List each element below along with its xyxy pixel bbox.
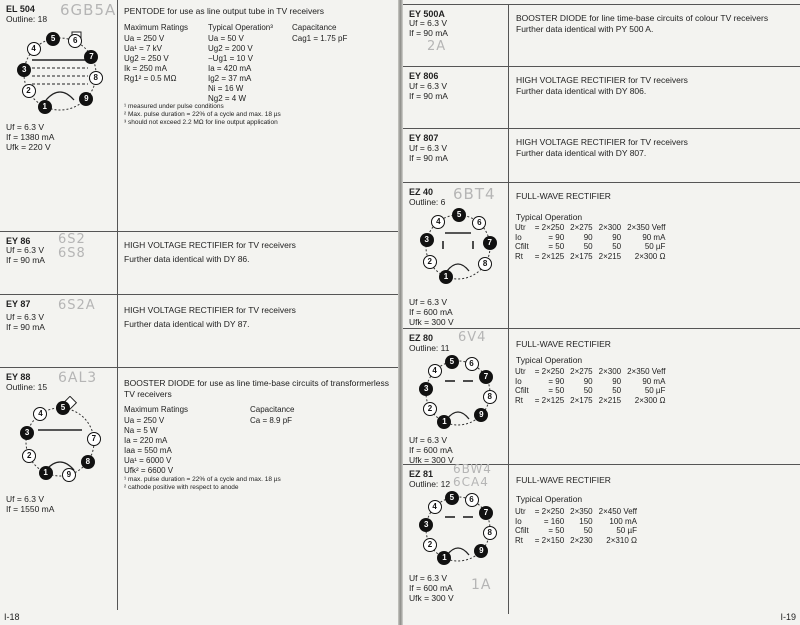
- title: FULL-WAVE RECTIFIER: [516, 475, 611, 485]
- heater-specs: [6, 494, 54, 514]
- tube-name: EL 504: [6, 4, 35, 14]
- table-cell: 50: [583, 386, 593, 395]
- table-cell: Utr: [515, 367, 526, 376]
- tube-name: EY 500A: [409, 9, 445, 19]
- tube-name: EZ 40: [409, 187, 434, 197]
- column-heading: Maximum Ratings: [124, 23, 189, 32]
- heater-specs: [409, 435, 454, 465]
- spec-line: If = 90 mA: [6, 322, 45, 332]
- spec-line: If = 90 mA: [6, 255, 45, 265]
- column-heading: Typical Operation³: [208, 23, 273, 32]
- spec-line: If = 600 mA: [409, 583, 453, 593]
- title: FULL-WAVE RECTIFIER: [516, 191, 611, 201]
- heater-specs: [6, 245, 45, 265]
- title: HIGH VOLTAGE RECTIFIER for TV receivers: [124, 240, 296, 250]
- heater-specs: [409, 573, 454, 603]
- table-cell: 2×300 Ω: [634, 251, 666, 261]
- operation-table: [515, 223, 671, 261]
- divider: [508, 67, 509, 128]
- table-cell: 90 mA: [642, 232, 666, 242]
- spec-line: Uf = 6.3 V: [6, 494, 45, 504]
- pin-8: 8: [483, 526, 497, 540]
- rating-line: Ng2 = 4 W: [208, 94, 247, 103]
- rating-line: Ik = 250 mA: [124, 64, 167, 73]
- table-cell: Utr: [515, 507, 526, 516]
- table-row: [515, 526, 643, 536]
- handwritten-note: 6AL3: [58, 370, 98, 386]
- table-cell: 2×175: [570, 395, 593, 405]
- rating-line: Ua = 250 V: [124, 416, 165, 425]
- pin-7: 7: [87, 432, 101, 446]
- table-cell: 50 µF: [616, 526, 637, 535]
- pin-9: 9: [62, 468, 76, 482]
- table-cell: = 2×250: [534, 223, 565, 232]
- table-cell: = 2×125: [534, 395, 565, 405]
- handwritten-note: 6V4: [458, 330, 487, 345]
- outline-label: Outline: 12: [409, 479, 451, 489]
- description: [124, 6, 394, 17]
- divider: [117, 232, 118, 294]
- table-cell: = 2×125: [534, 251, 565, 261]
- footnote: ¹ max. pulse duration = 22% of a cycle and max. 18 µs: [124, 476, 281, 483]
- tube-name: EY 806: [409, 71, 439, 81]
- table-cell: 90: [583, 232, 593, 242]
- pin-8: 8: [81, 455, 95, 469]
- pin-1: 1: [437, 551, 451, 565]
- footnote: ¹ measured under pulse conditions: [124, 103, 224, 110]
- tube-name: EY 87: [6, 299, 31, 309]
- tube-name: EZ 81: [409, 469, 434, 479]
- table-cell: = 2×250: [534, 507, 565, 516]
- table-cell: 2×310 Ω: [606, 535, 637, 545]
- note: Further data identical with DY 87.: [124, 319, 250, 329]
- spec-line: Uf = 6.3 V: [409, 573, 448, 583]
- title: FULL-WAVE RECTIFIER: [516, 339, 611, 349]
- handwritten-note: 6S2A: [58, 298, 96, 313]
- table-cell: = 50: [548, 242, 565, 251]
- pin-1: 1: [437, 415, 451, 429]
- table-cell: 50: [612, 386, 622, 395]
- rating-line: Ua¹ = 7 kV: [124, 44, 163, 53]
- footnote: ² cathode positive with respect to anode: [124, 484, 239, 491]
- heater-specs: [6, 122, 54, 152]
- outline-label: Outline: 15: [6, 382, 48, 392]
- table-row: [515, 252, 671, 262]
- outline-label: Outline: 18: [6, 14, 48, 24]
- heater-specs: [409, 81, 448, 101]
- rating-line: Ia = 220 mA: [124, 436, 168, 445]
- handwritten-note-2: 1A: [471, 577, 492, 593]
- spec-line: Uf = 6.3 V: [409, 143, 448, 153]
- rating-line: Ua = 250 V: [124, 34, 165, 43]
- spec-line: Ufk = 220 V: [6, 142, 51, 152]
- table-cell: 2×175: [570, 251, 593, 261]
- handwritten-note: 6BT4: [453, 185, 496, 203]
- table-cell: 50 µF: [644, 386, 666, 395]
- pin-9: 9: [79, 92, 93, 106]
- spec-line: Uf = 6.3 V: [409, 18, 448, 28]
- max-ratings: [124, 23, 188, 84]
- table-cell: 100 mA: [609, 516, 637, 526]
- pin-9: 9: [474, 544, 488, 558]
- rating-line: Ufk² = 6600 V: [124, 466, 174, 475]
- description: [124, 378, 394, 400]
- heater-specs: [6, 312, 45, 332]
- entry-ey500a: [403, 4, 800, 66]
- spec-line: Uf = 6.3 V: [409, 81, 448, 91]
- tube-name: EY 86: [6, 236, 31, 246]
- table-cell: Cfilt: [515, 526, 529, 535]
- page-number: I-19: [780, 612, 796, 622]
- entry-ey807: [403, 128, 800, 182]
- column-heading: Capacitance: [250, 405, 295, 414]
- table-cell: Utr: [515, 223, 526, 232]
- table-cell: 50 µF: [644, 242, 666, 251]
- table-cell: = 90: [548, 232, 565, 242]
- pin-3: 3: [420, 233, 434, 247]
- table-row: [515, 223, 671, 233]
- rating-line: Iaa = 550 mA: [124, 446, 172, 455]
- table-cell: Cfilt: [515, 386, 529, 395]
- table-cell: 2×300: [598, 223, 622, 232]
- table-cell: 2×215: [598, 251, 622, 261]
- note: Further data identical with PY 500 A.: [516, 24, 654, 34]
- title: BOOSTER DIODE for line time-base circuits of colour TV receivers: [516, 13, 769, 23]
- title: BOOSTER DIODE for use as line time-base circuits of transformerless TV receivers: [124, 378, 389, 399]
- capacitance: [292, 23, 347, 44]
- note: Further data identical with DY 86.: [124, 254, 250, 264]
- table-cell: = 160: [543, 516, 565, 526]
- pin-6: 6: [465, 357, 479, 371]
- column-heading: Maximum Ratings: [124, 405, 189, 414]
- table-cell: = 90: [548, 376, 565, 386]
- title: HIGH VOLTAGE RECTIFIER for TV receivers: [124, 305, 296, 315]
- rating-line: Ua = 50 V: [208, 34, 244, 43]
- table-cell: Rt: [515, 251, 523, 261]
- table-cell: 2×215: [598, 395, 622, 405]
- spec-line: If = 90 mA: [409, 91, 448, 101]
- pin-2: 2: [423, 402, 437, 416]
- table-cell: 2×300: [598, 367, 622, 376]
- pin-4: 4: [431, 215, 445, 229]
- rating-line: −Ug1 = 10 V: [208, 54, 253, 63]
- pin-9: 9: [474, 408, 488, 422]
- divider: [117, 0, 118, 231]
- table-row: [515, 517, 643, 527]
- spec-line: If = 1380 mA: [6, 132, 55, 142]
- rating-line: Ug2 = 200 V: [208, 44, 253, 53]
- spec-line: If = 90 mA: [409, 153, 448, 163]
- divider: [117, 368, 118, 610]
- table-cell: 2×300 Ω: [634, 395, 666, 405]
- pin-4: 4: [27, 42, 41, 56]
- pin-7: 7: [84, 50, 98, 64]
- table-cell: 2×450 Veff: [598, 507, 637, 516]
- description: [516, 339, 796, 366]
- spec-line: Uf = 6.3 V: [6, 245, 45, 255]
- description: [516, 191, 796, 223]
- table-row: [515, 507, 643, 517]
- spec-line: Ufk = 300 V: [409, 455, 454, 465]
- entry-ey86: [0, 232, 398, 295]
- table-cell: Io: [515, 232, 522, 242]
- table-cell: 50: [612, 242, 622, 251]
- pin-2: 2: [423, 538, 437, 552]
- table-cell: 50: [583, 526, 593, 535]
- description: [516, 475, 796, 505]
- title: PENTODE for use as line output tube in TV receivers: [124, 6, 325, 16]
- handwritten-note: 6GB5A: [60, 1, 117, 19]
- heater-specs: [409, 297, 454, 327]
- divider: [508, 129, 509, 182]
- table-row: [515, 242, 671, 252]
- table-row: [515, 233, 671, 243]
- entry-ey87: [0, 295, 398, 368]
- pin-4: 4: [33, 407, 47, 421]
- table-cell: 150: [579, 516, 593, 526]
- table-cell: 90: [612, 232, 622, 242]
- pin-3: 3: [17, 63, 31, 77]
- pin-8: 8: [483, 390, 497, 404]
- table-cell: 2×350 Veff: [627, 223, 666, 232]
- description: [124, 240, 394, 265]
- entry-ez40: [403, 182, 800, 328]
- pin-1: 1: [439, 270, 453, 284]
- spec-line: Uf = 6.3 V: [6, 312, 45, 322]
- table-cell: Cfilt: [515, 242, 529, 251]
- entry-ey806: [403, 66, 800, 128]
- pin-4: 4: [428, 500, 442, 514]
- spec-line: Ufk = 300 V: [409, 317, 454, 327]
- column-heading: Capacitance: [292, 23, 337, 32]
- right-page: [403, 0, 800, 625]
- table-cell: = 50: [548, 526, 565, 535]
- pin-1: 1: [38, 100, 52, 114]
- typical-operation: [208, 23, 273, 104]
- divider: [508, 329, 509, 464]
- pin-5: 5: [56, 401, 70, 415]
- pin-3: 3: [419, 382, 433, 396]
- tube-name: EY 807: [409, 133, 439, 143]
- rating-line: Ug2 = 250 V: [124, 54, 169, 63]
- handwritten-note: 2A: [427, 39, 447, 54]
- pin-6: 6: [472, 216, 486, 230]
- divider: [508, 5, 509, 66]
- pin-1: 1: [39, 466, 53, 480]
- entry-ez81: [403, 464, 800, 614]
- left-page: [0, 0, 398, 625]
- heater-specs: [409, 143, 448, 163]
- operation-table: [515, 367, 671, 405]
- pin-2: 2: [423, 255, 437, 269]
- typical-operation-heading: Typical Operation: [516, 355, 583, 365]
- pin-2: 2: [22, 84, 36, 98]
- table-row: [515, 536, 643, 546]
- pin-6: 6: [68, 34, 82, 48]
- table-cell: Rt: [515, 395, 523, 405]
- table-cell: Io: [515, 376, 522, 386]
- rating-line: Ig2 = 37 mA: [208, 74, 252, 83]
- table-row: [515, 396, 671, 406]
- pin-4: 4: [428, 364, 442, 378]
- divider: [508, 183, 509, 328]
- rating-line: Ia = 420 mA: [208, 64, 252, 73]
- table-cell: 90 mA: [642, 376, 666, 386]
- operation-table: [515, 507, 643, 545]
- table-cell: Rt: [515, 535, 523, 545]
- spec-line: Uf = 6.3 V: [409, 297, 448, 307]
- pin-3: 3: [20, 426, 34, 440]
- table-cell: 2×350: [570, 507, 593, 516]
- pin-6: 6: [465, 493, 479, 507]
- divider: [117, 295, 118, 367]
- heater-specs: [409, 18, 448, 38]
- rating-line: Rg1² = 0.5 MΩ: [124, 74, 177, 83]
- spec-line: If = 600 mA: [409, 307, 453, 317]
- handwritten-note: 6BW4 6CA4: [453, 462, 492, 489]
- description: [516, 137, 796, 159]
- spec-line: Uf = 6.3 V: [409, 435, 448, 445]
- capacitance: [250, 405, 294, 426]
- rating-line: Cag1 = 1.75 pF: [292, 34, 348, 43]
- table-cell: 2×275: [570, 223, 593, 232]
- table-row: [515, 386, 671, 396]
- typical-operation-heading: Typical Operation: [516, 494, 583, 504]
- pin-5: 5: [445, 491, 459, 505]
- table-row: [515, 377, 671, 387]
- table-cell: 90: [612, 376, 622, 386]
- typical-operation-heading: Typical Operation: [516, 212, 583, 222]
- table-cell: 90: [583, 376, 593, 386]
- entry-el504: [0, 0, 398, 232]
- rating-line: Ni = 16 W: [208, 84, 244, 93]
- footnotes: [124, 476, 281, 492]
- entry-ey88: [0, 368, 398, 610]
- table-cell: = 2×150: [534, 535, 565, 545]
- tube-name: EZ 80: [409, 333, 434, 343]
- note: Further data identical with DY 806.: [516, 86, 647, 96]
- rating-line: Na = 5 W: [124, 426, 158, 435]
- spec-line: Ufk = 300 V: [409, 593, 454, 603]
- spec-line: If = 1550 mA: [6, 504, 55, 514]
- footnote: ² Max. pulse duration = 22% of a cycle and max. 18 µs: [124, 111, 281, 118]
- rating-line: Ua¹ = 6000 V: [124, 456, 172, 465]
- footnote: ³ should not exceed 2.2 MΩ for line output application: [124, 119, 278, 126]
- table-cell: Io: [515, 516, 522, 526]
- pin-7: 7: [479, 370, 493, 384]
- rating-line: Ca = 8.9 pF: [250, 416, 293, 425]
- spec-line: If = 600 mA: [409, 445, 453, 455]
- page-number: I-18: [4, 612, 20, 622]
- table-cell: 2×230: [570, 535, 593, 545]
- pin-8: 8: [478, 257, 492, 271]
- handwritten-note: 6S2 6S8: [58, 232, 86, 261]
- pin-7: 7: [479, 506, 493, 520]
- divider: [508, 465, 509, 614]
- spec-line: If = 90 mA: [409, 28, 448, 38]
- pin-5: 5: [445, 355, 459, 369]
- description: [516, 13, 796, 35]
- description: [516, 75, 796, 97]
- pin-5: 5: [452, 208, 466, 222]
- table-cell: 2×350 Veff: [627, 367, 666, 376]
- pin-8: 8: [89, 71, 103, 85]
- pin-5: 5: [46, 32, 60, 46]
- title: HIGH VOLTAGE RECTIFIER for TV receivers: [516, 137, 688, 147]
- outline-label: Outline: 6: [409, 197, 446, 207]
- footnotes: [124, 103, 281, 127]
- max-ratings: [124, 405, 188, 476]
- pin-3: 3: [419, 518, 433, 532]
- spec-line: Uf = 6.3 V: [6, 122, 45, 132]
- pin-7: 7: [483, 236, 497, 250]
- title: HIGH VOLTAGE RECTIFIER for TV receivers: [516, 75, 688, 85]
- outline-label: Outline: 11: [409, 343, 450, 353]
- description: [124, 305, 394, 330]
- table-cell: = 50: [548, 386, 565, 395]
- table-cell: 2×275: [570, 367, 593, 376]
- table-cell: = 2×250: [534, 367, 565, 376]
- table-cell: 50: [583, 242, 593, 251]
- note: Further data identical with DY 807.: [516, 148, 647, 158]
- entry-ez80: [403, 328, 800, 464]
- pin-2: 2: [22, 449, 36, 463]
- table-row: [515, 367, 671, 377]
- tube-name: EY 88: [6, 372, 31, 382]
